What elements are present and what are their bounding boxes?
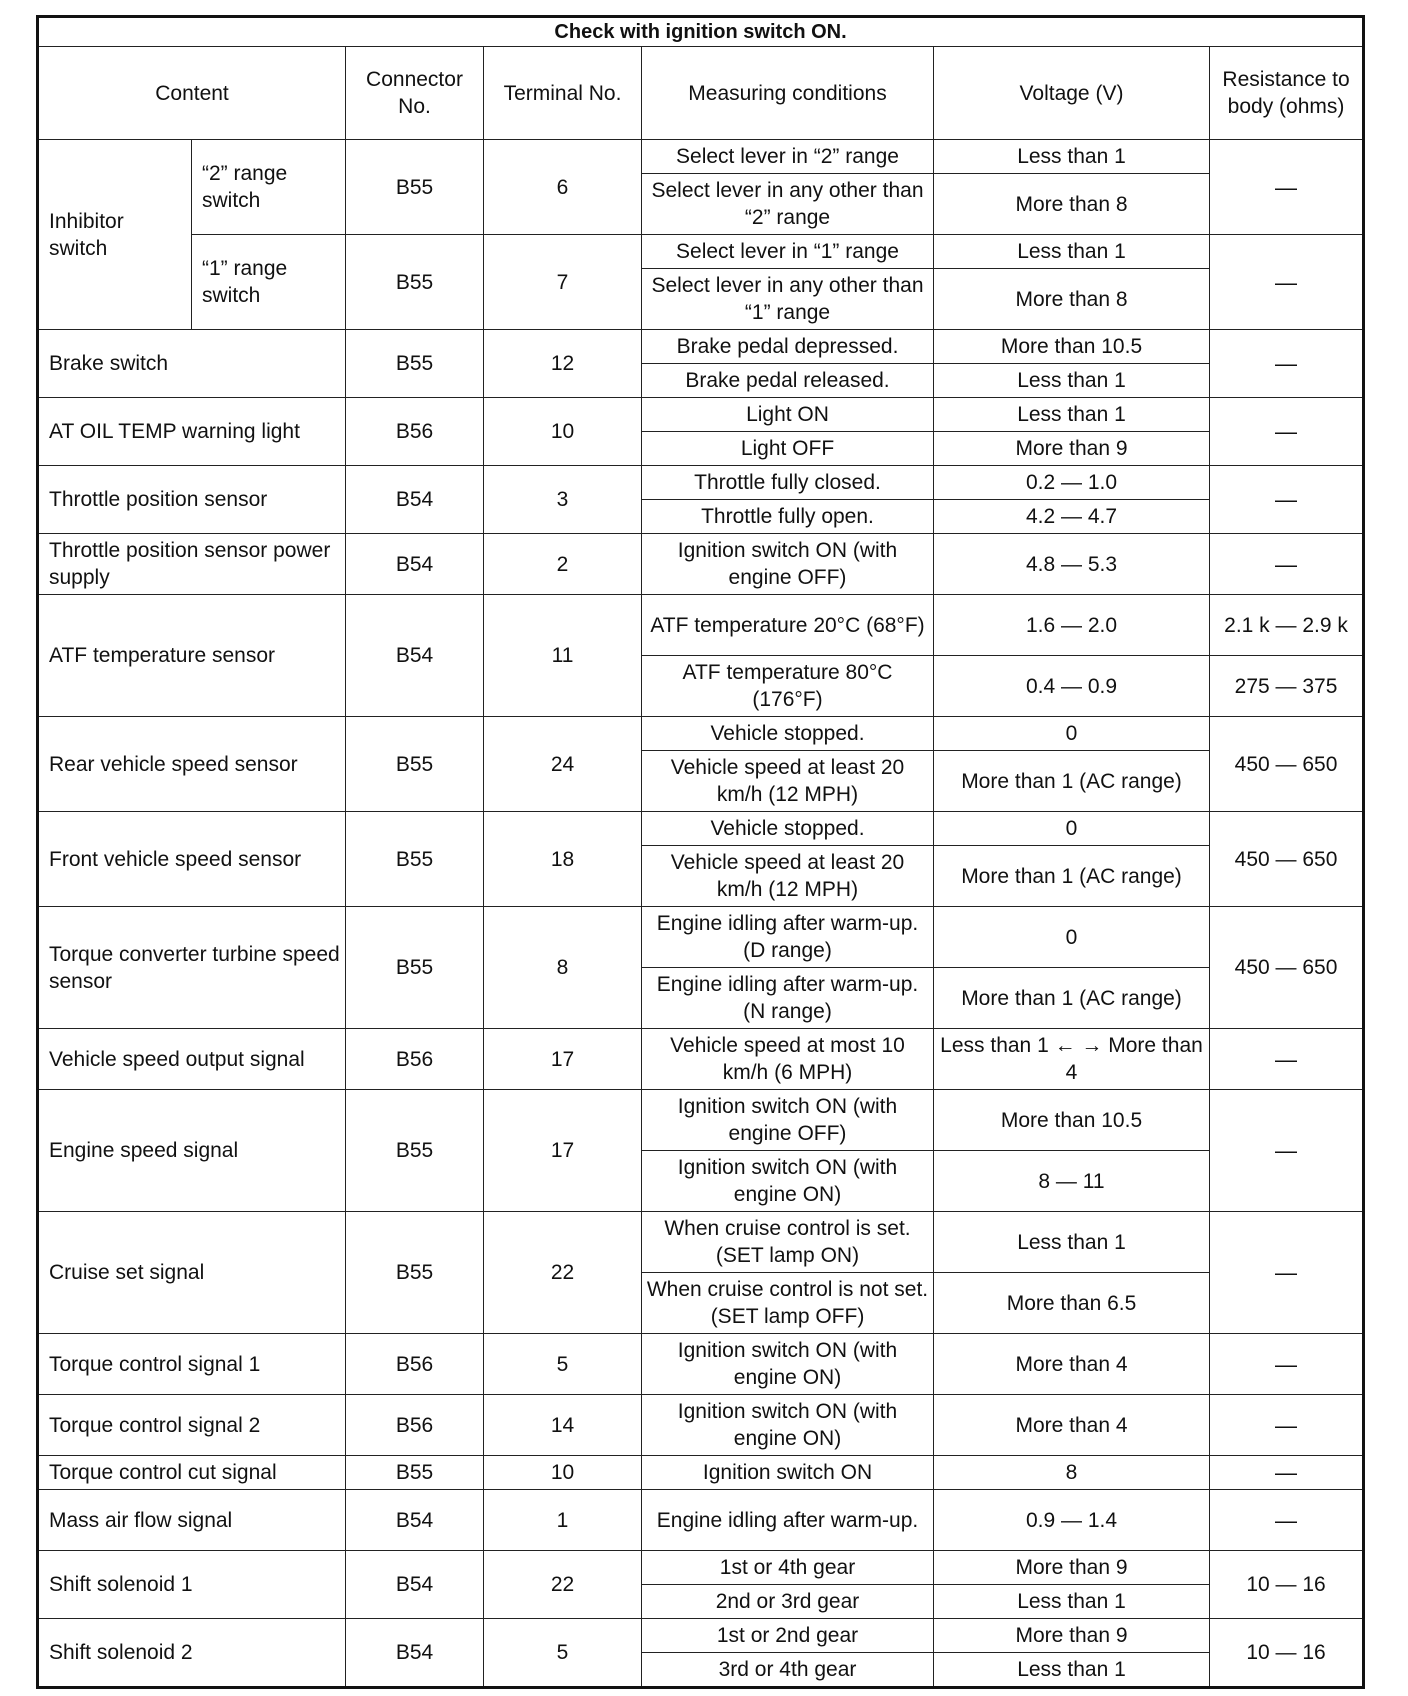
- condition-cell: When cruise control is set. (SET lamp ON): [642, 1212, 934, 1273]
- content-cell: Torque control signal 2: [38, 1395, 346, 1456]
- terminal-cell: 17: [484, 1090, 642, 1212]
- voltage-cell: 4.2 — 4.7: [934, 500, 1210, 534]
- condition-cell: Ignition switch ON (with engine OFF): [642, 1090, 934, 1151]
- voltage-cell: Less than 1: [934, 235, 1210, 269]
- table-row: [38, 534, 1364, 595]
- condition-cell: Engine idling after warm-up. (N range): [642, 968, 934, 1029]
- resistance-cell: —: [1210, 330, 1364, 398]
- content-cell: Throttle position sensor: [38, 466, 346, 534]
- condition-cell: Ignition switch ON (with engine OFF): [642, 534, 934, 595]
- condition-cell: Vehicle stopped.: [642, 717, 934, 751]
- terminal-cell: 10: [484, 1456, 642, 1490]
- terminal-cell: 14: [484, 1395, 642, 1456]
- terminal-cell: 22: [484, 1212, 642, 1334]
- table-row: [38, 1456, 1364, 1490]
- terminal-cell: 17: [484, 1029, 642, 1090]
- content-cell: Front vehicle speed sensor: [38, 812, 346, 907]
- condition-cell: Throttle fully open.: [642, 500, 934, 534]
- header-connector: Connector No.: [346, 47, 484, 140]
- table-row: [38, 595, 1364, 656]
- connector-cell: B55: [346, 717, 484, 812]
- condition-cell: ATF temperature 80°C (176°F): [642, 656, 934, 717]
- voltage-cell: More than 1 (AC range): [934, 968, 1210, 1029]
- ignition-check-table: [36, 15, 1365, 1689]
- table-row: [38, 1490, 1364, 1551]
- connector-cell: B55: [346, 235, 484, 330]
- voltage-cell: 8: [934, 1456, 1210, 1490]
- table-row: [38, 140, 1364, 174]
- header-content: Content: [38, 47, 346, 140]
- table-row: [38, 466, 1364, 500]
- voltage-cell: 0.2 — 1.0: [934, 466, 1210, 500]
- header-resistance: Resistance to body (ohms): [1210, 47, 1364, 140]
- subcontent-cell: “2” range switch: [192, 140, 346, 235]
- content-cell: Torque control signal 1: [38, 1334, 346, 1395]
- table-row: [38, 398, 1364, 432]
- connector-cell: B54: [346, 595, 484, 717]
- content-cell: Rear vehicle speed sensor: [38, 717, 346, 812]
- voltage-cell: More than 1 (AC range): [934, 846, 1210, 907]
- terminal-cell: 1: [484, 1490, 642, 1551]
- content-cell: Engine speed signal: [38, 1090, 346, 1212]
- condition-cell: Vehicle speed at least 20 km/h (12 MPH): [642, 846, 934, 907]
- resistance-cell: 275 — 375: [1210, 656, 1364, 717]
- voltage-cell: More than 10.5: [934, 1090, 1210, 1151]
- resistance-cell: —: [1210, 466, 1364, 534]
- resistance-cell: 450 — 650: [1210, 717, 1364, 812]
- voltage-cell: 0: [934, 907, 1210, 968]
- condition-cell: 1st or 4th gear: [642, 1551, 934, 1585]
- terminal-cell: 2: [484, 534, 642, 595]
- terminal-cell: 10: [484, 398, 642, 466]
- table-row: [38, 812, 1364, 846]
- voltage-cell: More than 9: [934, 432, 1210, 466]
- resistance-cell: —: [1210, 534, 1364, 595]
- table-row: [38, 907, 1364, 968]
- condition-cell: Select lever in “1” range: [642, 235, 934, 269]
- table-row: [38, 1619, 1364, 1653]
- content-cell: Mass air flow signal: [38, 1490, 346, 1551]
- condition-cell: Brake pedal depressed.: [642, 330, 934, 364]
- resistance-cell: —: [1210, 1490, 1364, 1551]
- terminal-cell: 7: [484, 235, 642, 330]
- resistance-cell: —: [1210, 398, 1364, 466]
- terminal-cell: 6: [484, 140, 642, 235]
- voltage-cell: More than 9: [934, 1619, 1210, 1653]
- content-cell: Vehicle speed output signal: [38, 1029, 346, 1090]
- connector-cell: B56: [346, 1395, 484, 1456]
- header-terminal: Terminal No.: [484, 47, 642, 140]
- content-cell: Cruise set signal: [38, 1212, 346, 1334]
- terminal-cell: 11: [484, 595, 642, 717]
- resistance-cell: —: [1210, 1029, 1364, 1090]
- connector-cell: B54: [346, 534, 484, 595]
- voltage-cell: 4.8 — 5.3: [934, 534, 1210, 595]
- condition-cell: Select lever in any other than “2” range: [642, 174, 934, 235]
- condition-cell: Light ON: [642, 398, 934, 432]
- table-row: [38, 717, 1364, 751]
- voltage-cell: Less than 1: [934, 140, 1210, 174]
- condition-cell: Light OFF: [642, 432, 934, 466]
- condition-cell: When cruise control is not set. (SET lamp OFF): [642, 1273, 934, 1334]
- voltage-cell: 0.9 — 1.4: [934, 1490, 1210, 1551]
- voltage-cell: More than 6.5: [934, 1273, 1210, 1334]
- voltage-cell: 8 — 11: [934, 1151, 1210, 1212]
- voltage-cell: Less than 1: [934, 1212, 1210, 1273]
- voltage-cell: More than 1 (AC range): [934, 751, 1210, 812]
- connector-cell: B55: [346, 812, 484, 907]
- condition-cell: Select lever in any other than “1” range: [642, 269, 934, 330]
- voltage-cell: Less than 1 ← → More than 4: [934, 1029, 1210, 1090]
- content-cell: Shift solenoid 1: [38, 1551, 346, 1619]
- voltage-cell: More than 9: [934, 1551, 1210, 1585]
- condition-cell: Vehicle speed at least 20 km/h (12 MPH): [642, 751, 934, 812]
- table-row: [38, 1029, 1364, 1090]
- terminal-cell: 22: [484, 1551, 642, 1619]
- voltage-cell: Less than 1: [934, 1585, 1210, 1619]
- condition-cell: Engine idling after warm-up. (D range): [642, 907, 934, 968]
- terminal-cell: 18: [484, 812, 642, 907]
- table-row: [38, 1334, 1364, 1395]
- resistance-cell: 10 — 16: [1210, 1619, 1364, 1688]
- voltage-cell: 0: [934, 717, 1210, 751]
- subcontent-cell: “1” range switch: [192, 235, 346, 330]
- condition-cell: Vehicle speed at most 10 km/h (6 MPH): [642, 1029, 934, 1090]
- table-row: [38, 1090, 1364, 1151]
- connector-cell: B54: [346, 1619, 484, 1688]
- voltage-cell: Less than 1: [934, 398, 1210, 432]
- resistance-cell: —: [1210, 235, 1364, 330]
- voltage-cell: More than 8: [934, 174, 1210, 235]
- connector-cell: B55: [346, 907, 484, 1029]
- connector-cell: B55: [346, 1090, 484, 1212]
- inspection-table-container: [36, 15, 1362, 1689]
- content-cell: Torque control cut signal: [38, 1456, 346, 1490]
- header-conditions: Measuring conditions: [642, 47, 934, 140]
- table-row: [38, 1212, 1364, 1273]
- resistance-cell: —: [1210, 140, 1364, 235]
- connector-cell: B54: [346, 1490, 484, 1551]
- condition-cell: Select lever in “2” range: [642, 140, 934, 174]
- condition-cell: Ignition switch ON (with engine ON): [642, 1334, 934, 1395]
- voltage-cell: 0: [934, 812, 1210, 846]
- condition-cell: Throttle fully closed.: [642, 466, 934, 500]
- content-cell: Torque converter turbine speed sensor: [38, 907, 346, 1029]
- resistance-cell: 450 — 650: [1210, 907, 1364, 1029]
- table-row: [38, 330, 1364, 364]
- condition-cell: 2nd or 3rd gear: [642, 1585, 934, 1619]
- terminal-cell: 5: [484, 1619, 642, 1688]
- voltage-cell: Less than 1: [934, 364, 1210, 398]
- connector-cell: B56: [346, 1029, 484, 1090]
- voltage-cell: More than 4: [934, 1395, 1210, 1456]
- condition-cell: Vehicle stopped.: [642, 812, 934, 846]
- connector-cell: B54: [346, 466, 484, 534]
- content-cell: Shift solenoid 2: [38, 1619, 346, 1688]
- voltage-cell: Less than 1: [934, 1653, 1210, 1688]
- connector-cell: B55: [346, 1212, 484, 1334]
- resistance-cell: —: [1210, 1212, 1364, 1334]
- voltage-cell: 1.6 — 2.0: [934, 595, 1210, 656]
- terminal-cell: 8: [484, 907, 642, 1029]
- table-title: Check with ignition switch ON.: [38, 17, 1364, 47]
- voltage-cell: More than 8: [934, 269, 1210, 330]
- resistance-cell: —: [1210, 1456, 1364, 1490]
- resistance-cell: 10 — 16: [1210, 1551, 1364, 1619]
- connector-cell: B55: [346, 140, 484, 235]
- terminal-cell: 5: [484, 1334, 642, 1395]
- table-row: [38, 1395, 1364, 1456]
- header-voltage: Voltage (V): [934, 47, 1210, 140]
- terminal-cell: 24: [484, 717, 642, 812]
- condition-cell: Ignition switch ON: [642, 1456, 934, 1490]
- connector-cell: B56: [346, 1334, 484, 1395]
- connector-cell: B55: [346, 330, 484, 398]
- connector-cell: B55: [346, 1456, 484, 1490]
- terminal-cell: 12: [484, 330, 642, 398]
- connector-cell: B54: [346, 1551, 484, 1619]
- resistance-cell: —: [1210, 1334, 1364, 1395]
- condition-cell: Brake pedal released.: [642, 364, 934, 398]
- table-row: [38, 235, 1364, 269]
- voltage-cell: 0.4 — 0.9: [934, 656, 1210, 717]
- connector-cell: B56: [346, 398, 484, 466]
- condition-cell: Engine idling after warm-up.: [642, 1490, 934, 1551]
- condition-cell: 3rd or 4th gear: [642, 1653, 934, 1688]
- condition-cell: Ignition switch ON (with engine ON): [642, 1151, 934, 1212]
- content-cell: Brake switch: [38, 330, 346, 398]
- resistance-cell: —: [1210, 1090, 1364, 1212]
- resistance-cell: 450 — 650: [1210, 812, 1364, 907]
- voltage-cell: More than 10.5: [934, 330, 1210, 364]
- resistance-cell: —: [1210, 1395, 1364, 1456]
- voltage-cell: More than 4: [934, 1334, 1210, 1395]
- content-cell: Throttle position sensor power supply: [38, 534, 346, 595]
- condition-cell: Ignition switch ON (with engine ON): [642, 1395, 934, 1456]
- table-row: [38, 1551, 1364, 1585]
- content-cell: Inhibitor switch: [38, 140, 192, 330]
- content-cell: AT OIL TEMP warning light: [38, 398, 346, 466]
- content-cell: ATF temperature sensor: [38, 595, 346, 717]
- condition-cell: ATF temperature 20°C (68°F): [642, 595, 934, 656]
- resistance-cell: 2.1 k — 2.9 k: [1210, 595, 1364, 656]
- terminal-cell: 3: [484, 466, 642, 534]
- condition-cell: 1st or 2nd gear: [642, 1619, 934, 1653]
